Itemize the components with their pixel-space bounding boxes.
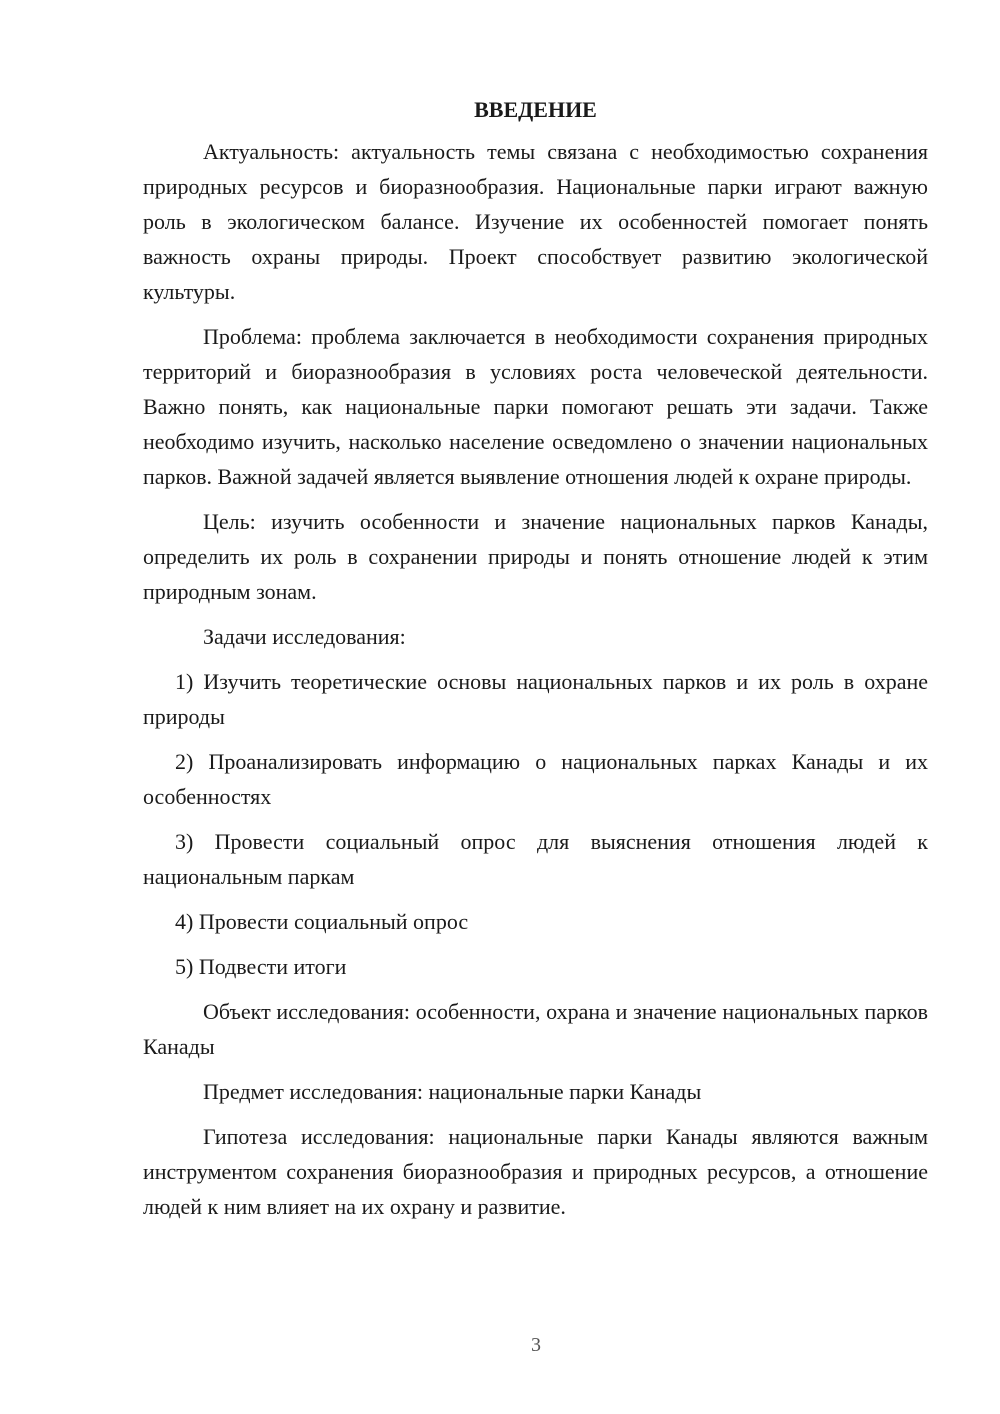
page-number: 3	[531, 1334, 541, 1356]
tasks-heading: Задачи исследования:	[203, 624, 406, 649]
page-content	[143, 94, 928, 1234]
page-title: ВВЕДЕНИЕ	[474, 97, 597, 122]
paragraph-subject: Предмет исследования: национальные парки Канады	[203, 1079, 702, 1104]
paragraph-object: Объект исследования: особенности, охрана и значение национальных парков Канады	[143, 999, 928, 1059]
task-item-1: 1) Изучить теоретические основы национальных парков и их роль в охране природы	[143, 669, 928, 729]
task-item-2: 2) Проанализировать информацию о национальных парках Канады и их особенностях	[143, 749, 928, 809]
paragraph-goal: Цель: изучить особенности и значение национальных парков Канады, определить их роль в сохранении природы и понять отношение людей к этим природным зонам.	[143, 509, 928, 604]
paragraph-problem: Проблема: проблема заключается в необходимости сохранения природных территорий и биоразнообразия в условиях роста человеческой деятельности. Важно понять, как национальные парки помогают решать эти задачи. Также необходимо изучить, насколько население осведомлено о значении национальных парков. Важной задачей является выявление отношения людей к охране природы.	[143, 324, 928, 489]
paragraph-hypothesis: Гипотеза исследования: национальные парки Канады являются важным инструментом сохранения биоразнообразия и природных ресурсов, а отношение людей к ним влияет на их охрану и развитие.	[143, 1124, 928, 1219]
task-item-3: 3) Провести социальный опрос для выяснения отношения людей к национальным паркам	[143, 829, 928, 889]
paragraph-relevance: Актуальность: актуальность темы связана с необходимостью сохранения природных ресурсов и биоразнообразия. Национальные парки играют важную роль в экологическом балансе. Изучение их особенностей помогает понять важность охраны природы. Проект способствует развитию экологической культуры.	[143, 139, 928, 304]
task-item-5: 5) Подвести итоги	[175, 954, 347, 979]
task-item-4: 4) Провести социальный опрос	[175, 909, 469, 934]
